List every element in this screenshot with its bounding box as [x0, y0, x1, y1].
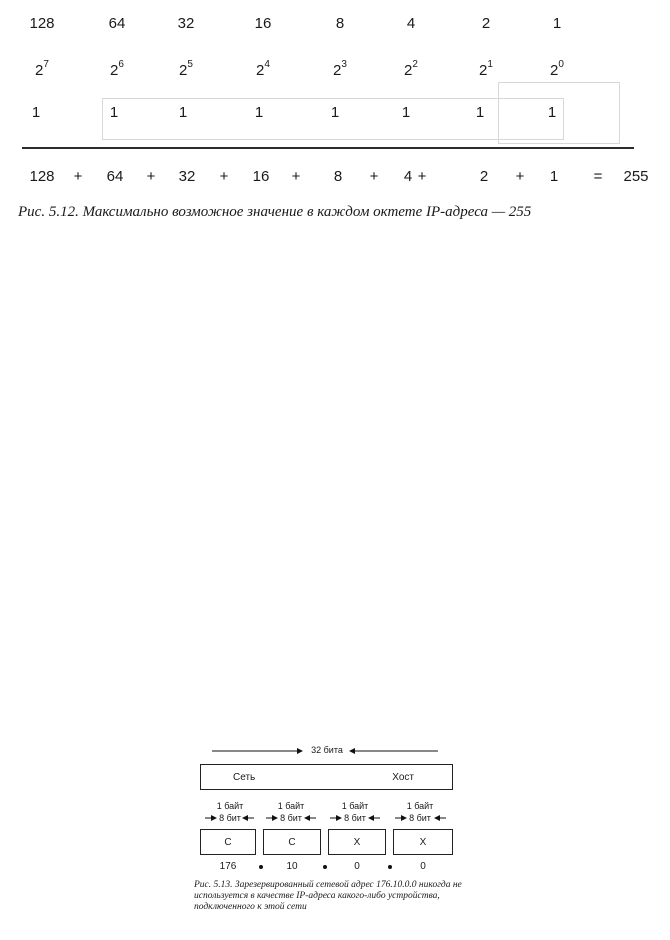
bit-cell: 1 [109, 104, 119, 121]
sum-divider [22, 147, 634, 149]
sum-term: 8 [333, 168, 343, 185]
bit-cell: 1 [31, 104, 41, 121]
bit-cell: 1 [475, 104, 485, 121]
figure-caption: Рис. 5.12. Максимально возможное значение в каждом октете IP-адреса — 255 [18, 204, 532, 220]
address-bar [200, 764, 453, 790]
power-cell: $2^0$ [550, 59, 564, 79]
value-cell: 32 [177, 15, 195, 32]
bit-cell: 1 [254, 104, 264, 121]
host-label: Хост [392, 771, 414, 783]
figure-caption: Рис. 5.13. Зарезервированный сетевой адрес 176.10.0.0 никогда не используется в качестве IP-адреса какого-либо устройства, подключенного к этой сети [194, 880, 462, 912]
octet-value: 10 [286, 861, 298, 872]
bit-cell: 1 [401, 104, 411, 121]
octet-box: С [263, 829, 321, 855]
octet-box: Х [393, 829, 453, 855]
sum-term: 128 [29, 168, 55, 185]
value-cell: 1 [552, 15, 562, 32]
value-cell: 64 [108, 15, 126, 32]
byte-label: 1 байт [406, 801, 434, 811]
value-cell: 4 [406, 15, 416, 32]
sum-term: 4 [403, 168, 413, 185]
dot-separator [388, 865, 392, 869]
value-cell: 128 [29, 15, 55, 32]
sum-term: 2 [479, 168, 489, 185]
sum-term: 1 [549, 168, 559, 185]
sum-term: 16 [252, 168, 270, 185]
power-cell: $2^5$ [179, 59, 193, 79]
power-cell: $2^1$ [479, 59, 493, 79]
bit-cell: 1 [178, 104, 188, 121]
plus-sign: + [369, 168, 379, 185]
plus-sign: + [219, 168, 229, 185]
equals-sign: = [593, 168, 603, 185]
value-cell: 16 [254, 15, 272, 32]
power-cell: $2^4$ [256, 59, 270, 79]
bit-cell: 1 [330, 104, 340, 121]
octet-box: С [200, 829, 256, 855]
byte-label: 1 байт [341, 801, 369, 811]
bit-count-label: 8 бит [219, 813, 241, 823]
octet-value: 0 [354, 861, 360, 872]
dot-separator [323, 865, 327, 869]
dot-separator [259, 865, 263, 869]
plus-sign: + [417, 168, 427, 185]
power-cell: $2^7$ [35, 59, 49, 79]
power-cell: $2^3$ [333, 59, 347, 79]
plus-sign: + [291, 168, 301, 185]
bit-count-label: 8 бит [344, 813, 366, 823]
power-cell: $2^6$ [110, 59, 124, 79]
plus-sign: + [146, 168, 156, 185]
bit-count-label: 8 бит [280, 813, 302, 823]
sum-result: 255 [623, 168, 649, 185]
value-cell: 8 [335, 15, 345, 32]
byte-label: 1 байт [277, 801, 305, 811]
value-cell: 2 [481, 15, 491, 32]
plus-sign: + [515, 168, 525, 185]
byte-label: 1 байт [216, 801, 244, 811]
octet-box: Х [328, 829, 386, 855]
bit-count-label: 8 бит [409, 813, 431, 823]
sum-term: 32 [178, 168, 196, 185]
plus-sign: + [73, 168, 83, 185]
network-label: Сеть [233, 771, 256, 783]
power-cell: $2^2$ [404, 59, 418, 79]
bit-cell: 1 [547, 104, 557, 121]
octet-value: 176 [219, 861, 237, 872]
total-bits-label: 32 бита [311, 745, 343, 755]
sum-term: 64 [106, 168, 124, 185]
octet-value: 0 [420, 861, 426, 872]
